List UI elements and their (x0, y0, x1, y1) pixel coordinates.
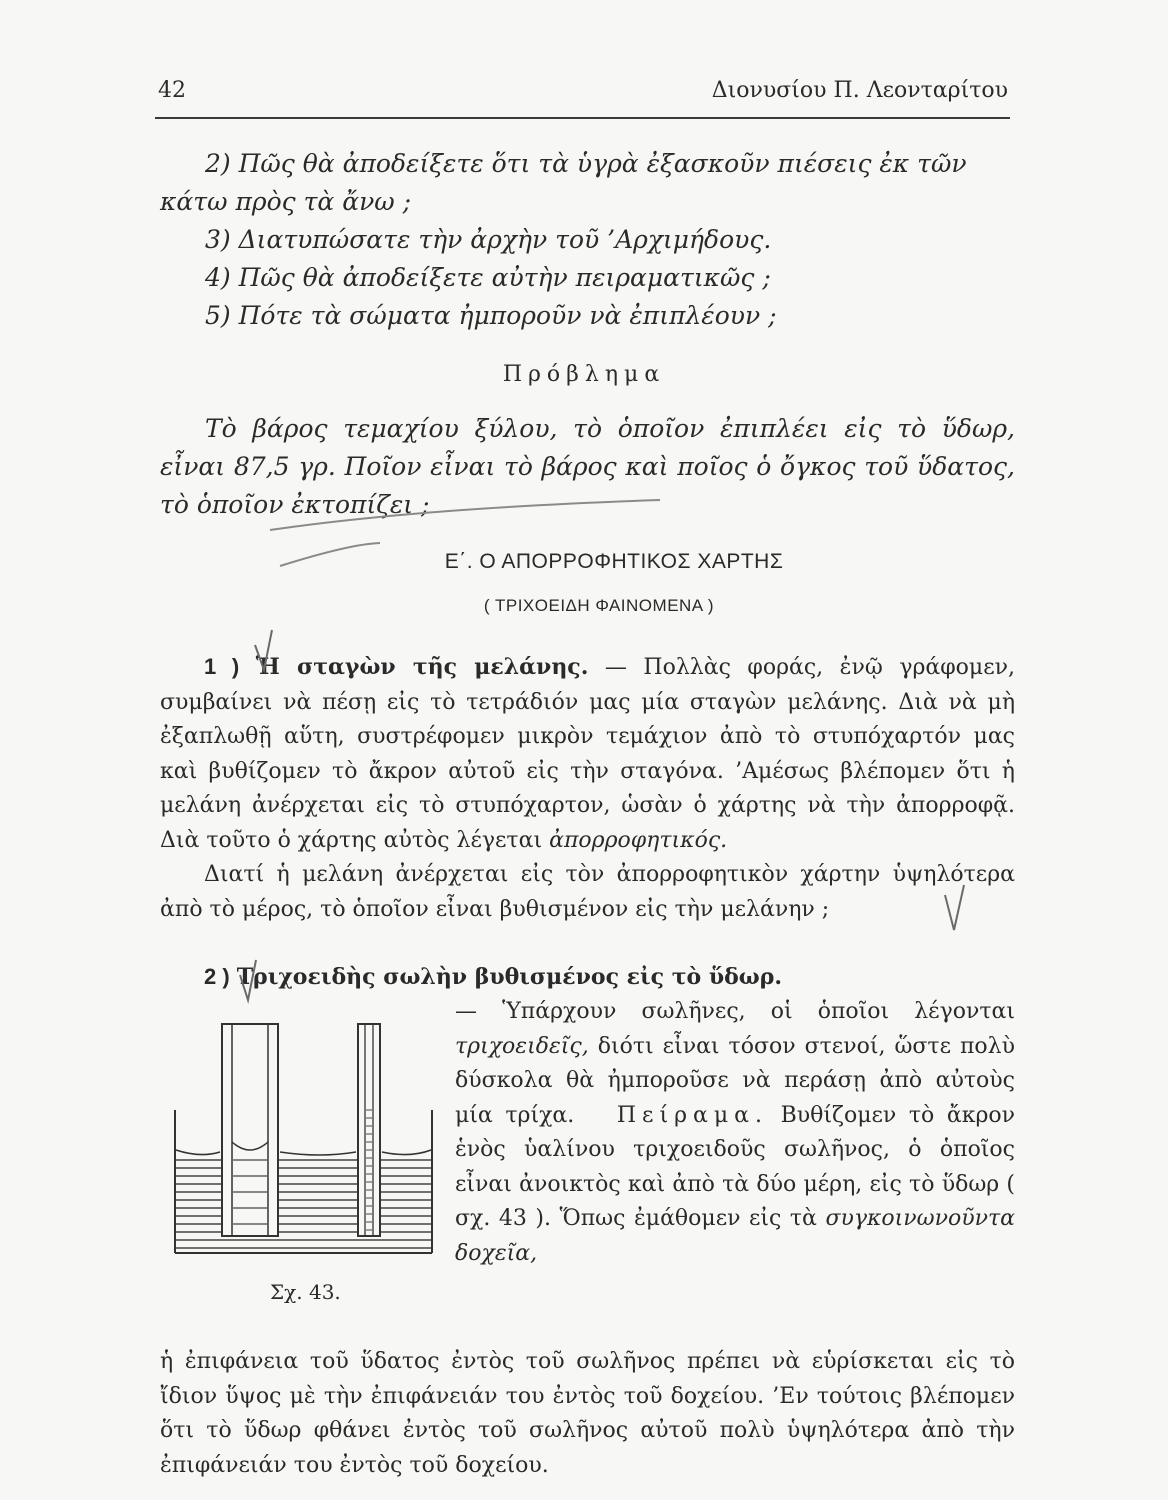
paragraph-body: διότι εἶναι τόσον στενοί, ὥστε πολὺ δύσκολα θὰ ἠμποροῦσε νὰ περάσῃ ἀπὸ αὐτοὺς μία τρίχα. (455, 1033, 1015, 1128)
running-head: Διονυσίου Π. Λεονταρίτου (711, 78, 1008, 103)
paragraph-capillary-body (455, 995, 1015, 1271)
paragraph-ink-drop (160, 650, 1015, 858)
header-rule (155, 117, 1010, 119)
paragraph-question: Διατί ἡ μελάνη ἀνέρχεται εἰς τὸν ἀπορροφητικὸν χάρτην ὑψηλότερα ἀπὸ τὸ μέρος, τὸ ὁποῖον εἶναι βυθισμένον εἰς τὴν μελάνην ; (160, 862, 1015, 922)
experiment-label: Πείραμα. (616, 1102, 769, 1128)
paragraph-capillary-heading (160, 960, 1015, 996)
paragraph-body: — Ὑπάρχουν σωλῆνες, οἱ ὁποῖοι λέγονται (455, 999, 1015, 1024)
capillary-figure (170, 1018, 440, 1268)
section-title: Ε΄. Ο ΑΠΟΡΡΟΦΗΤΙΚΟΣ ΧΑΡΤΗΣ (444, 550, 784, 573)
question-5: 5) Πότε τὰ σώματα ἠμποροῦν νὰ ἐπιπλέουν ; (205, 301, 777, 330)
section-subtitle: ( ΤΡΙΧΟΕΙΔΗ ΦΑΙΝΟΜΕΝΑ ) (483, 596, 715, 615)
term-capillary: τριχοειδεῖς, (455, 1033, 589, 1059)
figure-caption: Σχ. 43. (270, 1280, 341, 1304)
checkmark-icon (940, 880, 970, 935)
checkmark-icon (250, 625, 280, 675)
question-4: 4) Πῶς θὰ ἀποδείξετε αὐτὴν πειραματικῶς ; (205, 263, 771, 292)
term-communicating-vessels: συγκοινωνοῦντα δοχεῖα, (455, 1206, 1015, 1266)
checkmark-icon (236, 955, 260, 1005)
paragraph-heading: Ἡ σταγὼν τῆς μελάνης. (255, 654, 589, 680)
question-2: 2) Πῶς θὰ ἀποδείξετε ὅτι τὰ ὑγρὰ ἐξασκοῦν πιέσεις ἐκ τῶν κάτω πρὸς τὰ ἄνω ; (160, 149, 967, 216)
page-number: 42 (158, 78, 186, 103)
question-3: 3) Διατυπώσατε τὴν ἀρχὴν τοῦ ’Αρχιμήδους. (205, 225, 772, 254)
paragraph-number: 2 ) (204, 964, 230, 989)
problem-text: Τὸ βάρος τεμαχίου ξύλου, τὸ ὁποῖον ἐπιπλέει εἰς τὸ ὕδωρ, εἶναι 87,5 γρ. Ποῖον εἶναι τὸ βάρος καὶ ποῖος ὁ ὄγκος τοῦ ὕδατος, τὸ ὁποῖον ἐκτοπίζει ; (160, 414, 1015, 519)
paragraph-number: 1 ) (204, 654, 240, 679)
paragraph-heading: Τριχοειδὴς σωλὴν βυθισμένος εἰς τὸ ὕδωρ. (236, 964, 783, 990)
term-absorbent: ἀπορροφητικός. (549, 827, 728, 853)
paragraph-body: Βυθίζομεν τὸ ἄκρον ἑνὸς ὑαλίνου τριχοειδοῦς σωλῆνος, ὁ ὁποῖος εἶναι ἀνοικτὸς καὶ ἀπὸ τὰ δύο μέρη, εἰς τὸ ὕδωρ ( σχ. 43 ). Ὅπως ἐμάθομεν εἰς τὰ (455, 1102, 1016, 1231)
paragraph-capillary-end: ἡ ἐπιφάνεια τοῦ ὕδατος ἐντὸς τοῦ σωλῆνος πρέπει νὰ εὑρίσκεται εἰς τὸ ἴδιον ὕψος μὲ τὴν ἐπιφάνειάν του ἐντὸς τοῦ δοχείου. ’Εν τούτοις βλέπομεν ὅτι τὸ ὕδωρ φθάνει ἐντὸς τοῦ σωλῆνος αὐτοῦ πολὺ ὑψηλότερα ἀπὸ τὴν ἐπιφάνειάν του ἐντὸς τοῦ δοχείου. (160, 1349, 1015, 1478)
pencil-strike-mark (240, 478, 700, 573)
problem-title: Πρόβλημα (502, 362, 666, 387)
paragraph-body: — Πολλὰς φοράς, ἐνῷ γράφομεν, συμβαίνει νὰ πέσῃ εἰς τὸ τετράδιόν μας μία σταγὼν μελάνης. Διὰ νὰ μὴ ἐξαπλωθῇ αὕτη, συστρέφομεν μικρὸν τεμάχιον ἀπὸ τὸ στυπόχαρτόν μας καὶ βυθίζομεν τὸ ἄκρον αὐτοῦ εἰς τὴν σταγόνα. ’Αμέσως βλέπομεν ὅτι ἡ μελάνη ἀνέρχεται εἰς τὸ στυπόχαρτον, ὡσὰν ὁ χάρτης νὰ τὴν ἀπορροφᾷ. Διὰ τοῦτο ὁ χάρτης αὐτὸς λέγεται (160, 655, 1015, 853)
